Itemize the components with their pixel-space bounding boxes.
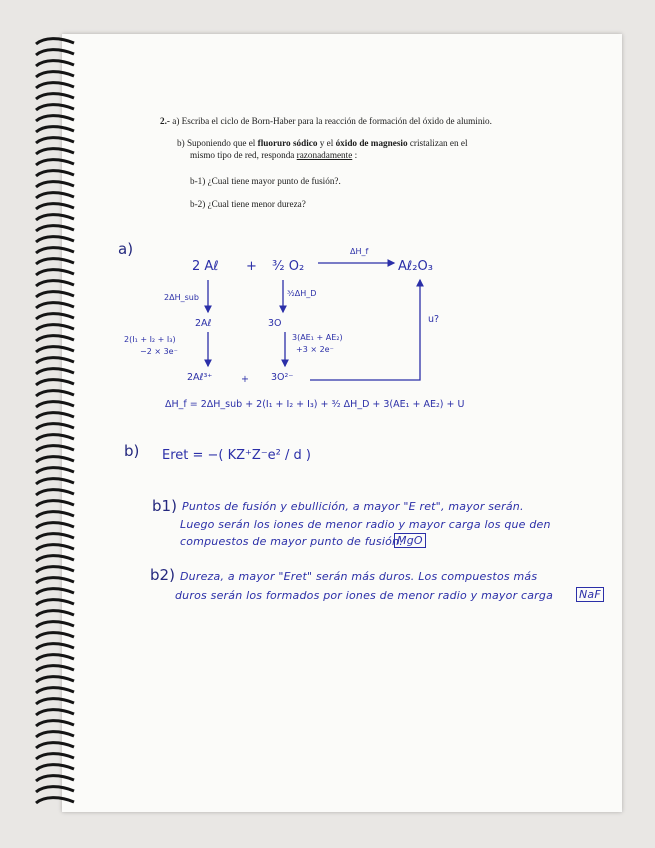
spiral-coil <box>36 182 74 187</box>
enthalpy-equation: ΔH_f = 2ΔH_sub + 2(I₁ + I₂ + I₃) + ³⁄₂ ΔH_D + 3(AE₁ + AE₂) + U <box>165 399 465 410</box>
plus-sign: + <box>241 374 249 385</box>
spiral-coil <box>36 226 74 231</box>
spiral-coil <box>36 72 74 77</box>
spiral-coil <box>36 325 74 330</box>
spiral-coil <box>36 270 74 275</box>
spiral-coil <box>36 358 74 363</box>
lattice-energy-formula: Eret = −( KZ⁺Z⁻e² / d ) <box>162 448 311 463</box>
spiral-coil <box>36 688 74 693</box>
spiral-coil <box>36 490 74 495</box>
ionization-label: 2(I₁ + I₂ + I₃) <box>124 335 176 344</box>
gas-o: 3O <box>268 318 282 329</box>
spiral-coil <box>36 237 74 242</box>
ions-o: 3O²⁻ <box>271 372 294 383</box>
spiral-coil <box>36 105 74 110</box>
spiral-coil <box>36 50 74 55</box>
spiral-coil <box>36 336 74 341</box>
spiral-coil <box>36 413 74 418</box>
spiral-coil <box>36 193 74 198</box>
spiral-coil <box>36 149 74 154</box>
ions-al: 2Aℓ³⁺ <box>187 372 213 383</box>
spiral-coil <box>36 589 74 594</box>
answer-b2-line1: Dureza, a mayor "Eret" serán más duros. Los compuestos más <box>180 570 538 583</box>
electrons-gained-label: +3 × 2e⁻ <box>296 345 334 354</box>
spiral-coil <box>36 622 74 627</box>
spiral-coil <box>36 248 74 253</box>
question-b-line2: mismo tipo de red, responda razonadamente : <box>190 150 358 160</box>
lattice-energy-label: u? <box>428 314 440 325</box>
sublimation-label: 2ΔH_sub <box>164 293 199 302</box>
spiral-coil <box>36 281 74 286</box>
spiral-coil <box>36 215 74 220</box>
delta-hf-label: ΔH_f <box>350 247 369 256</box>
spiral-coil <box>36 171 74 176</box>
spiral-coil <box>36 765 74 770</box>
spiral-binding <box>30 34 78 814</box>
spiral-coil <box>36 402 74 407</box>
reactant-o2: ³⁄₂ O₂ <box>272 259 305 274</box>
spiral-coil <box>36 39 74 44</box>
label-b1: b1) <box>152 497 177 515</box>
electrons-lost-label: −2 × 3e⁻ <box>140 347 178 356</box>
spiral-coil <box>36 677 74 682</box>
spiral-coil <box>36 435 74 440</box>
answer-b1-line2: Luego serán los iones de menor radio y mayor carga los que den <box>180 518 551 531</box>
answer-b1-line3: compuestos de mayor punto de fusión. <box>180 535 403 548</box>
spiral-coil <box>36 743 74 748</box>
spiral-coil <box>36 644 74 649</box>
spiral-coil <box>36 523 74 528</box>
spiral-coil <box>36 721 74 726</box>
spiral-coil <box>36 501 74 506</box>
spiral-coil <box>36 127 74 132</box>
label-a: a) <box>118 240 134 258</box>
spiral-coil <box>36 479 74 484</box>
spiral-coil <box>36 380 74 385</box>
answer-b2-line2: duros serán los formados por iones de menor radio y mayor carga <box>175 589 554 602</box>
spiral-coil <box>36 347 74 352</box>
spiral-coil <box>36 512 74 517</box>
spiral-coil <box>36 798 74 803</box>
spiral-coil <box>36 369 74 374</box>
answer-b2-box: NaF <box>576 587 604 602</box>
question-b: b) Suponiendo que el fluoruro sódico y el óxido de magnesio cristalizan en el <box>177 138 468 148</box>
spiral-coil <box>36 303 74 308</box>
spiral-coil <box>36 600 74 605</box>
spiral-coil <box>36 160 74 165</box>
spiral-coil <box>36 556 74 561</box>
spiral-coil <box>36 578 74 583</box>
gas-al: 2Aℓ <box>195 318 212 329</box>
spiral-coil <box>36 710 74 715</box>
spiral-coil <box>36 666 74 671</box>
question-b1: b-1) ¿Cual tiene mayor punto de fusión?. <box>190 176 341 186</box>
spiral-coil <box>36 699 74 704</box>
spiral-coil <box>36 611 74 616</box>
spiral-coil <box>36 732 74 737</box>
spiral-coil <box>36 633 74 638</box>
spiral-coil <box>36 457 74 462</box>
spiral-coil <box>36 259 74 264</box>
spiral-coil <box>36 116 74 121</box>
spiral-coil <box>36 204 74 209</box>
spiral-coil <box>36 655 74 660</box>
spiral-coil <box>36 468 74 473</box>
spiral-coil <box>36 446 74 451</box>
answer-b1-line1: Puntos de fusión y ebullición, a mayor "E ret", mayor serán. <box>182 500 524 513</box>
spiral-coil <box>36 83 74 88</box>
spiral-coil <box>36 776 74 781</box>
spiral-coil <box>36 545 74 550</box>
dissociation-label: ³⁄₂ΔH_D <box>287 289 317 298</box>
electron-affinity-label: 3(AE₁ + AE₂) <box>292 333 343 342</box>
plus-sign: + <box>246 259 257 274</box>
question-b2: b-2) ¿Cual tiene menor dureza? <box>190 199 306 209</box>
question-a: 2.- a) Escriba el ciclo de Born-Haber para la reacción de formación del óxido de aluminio. <box>160 116 492 126</box>
answer-b1-box: MgO <box>394 533 426 548</box>
spiral-coil <box>36 61 74 66</box>
label-b: b) <box>124 442 140 460</box>
spiral-coil <box>36 534 74 539</box>
spiral-coil <box>36 314 74 319</box>
label-b2: b2) <box>150 566 175 584</box>
product-al2o3: Aℓ₂O₃ <box>398 259 433 274</box>
reactant-al: 2 Aℓ <box>192 259 219 274</box>
spiral-coil <box>36 567 74 572</box>
spiral-coil <box>36 787 74 792</box>
spiral-coil <box>36 424 74 429</box>
spiral-coil <box>36 754 74 759</box>
spiral-coil <box>36 138 74 143</box>
spiral-coil <box>36 94 74 99</box>
spiral-coil <box>36 391 74 396</box>
spiral-coil <box>36 292 74 297</box>
